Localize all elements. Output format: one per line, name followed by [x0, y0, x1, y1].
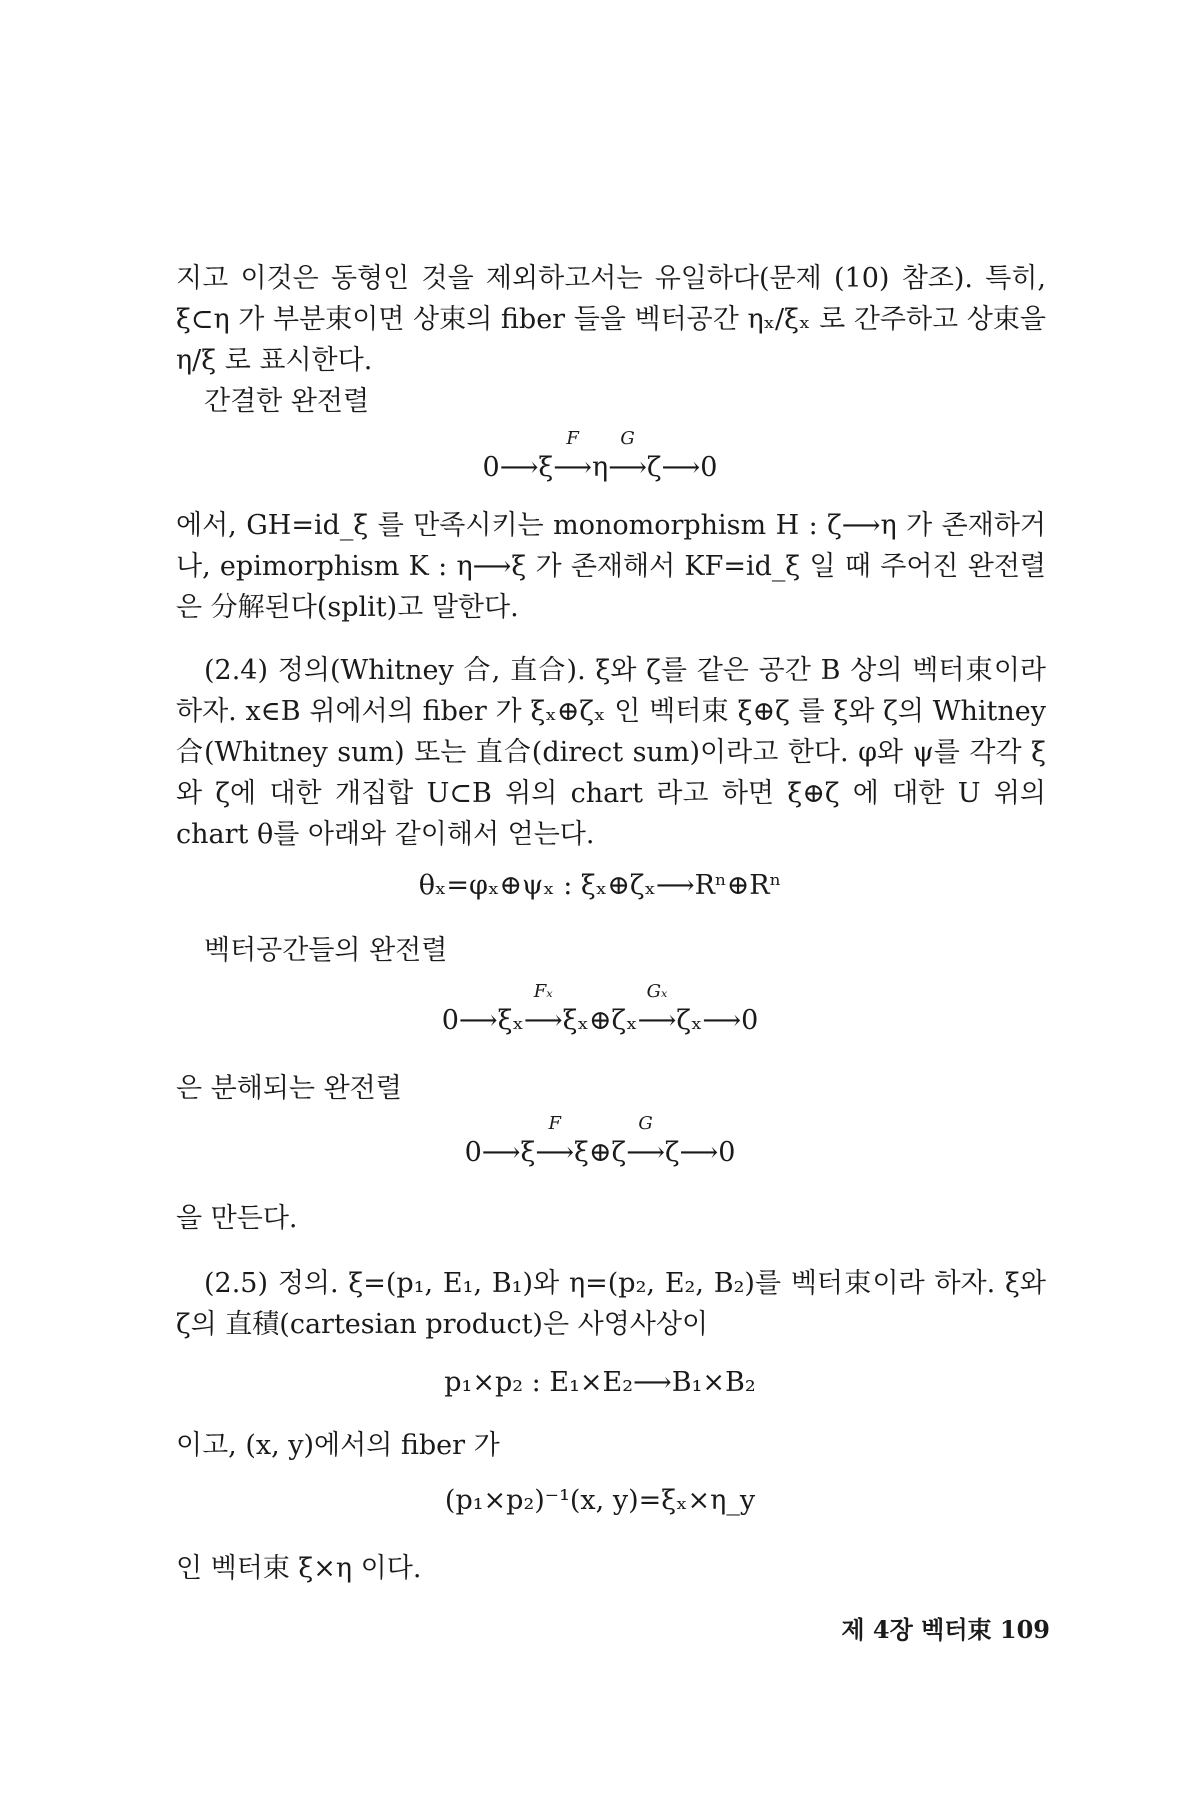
formula-exact-sequence	[0, 428, 1200, 483]
formula-chart-theta: θₓ=φₓ⊕ψₓ : ξₓ⊕ζₓ⟶Rⁿ⊕Rⁿ	[418, 870, 782, 901]
split-seq-mid: ξ⊕ζ	[574, 1137, 627, 1168]
map-label-gx: Gₓ	[646, 981, 668, 1002]
split-seq-left: 0⟶ξ	[464, 1137, 536, 1168]
formula-split-sequence	[0, 1113, 1200, 1168]
seq-arrow-2: ⟶	[608, 452, 647, 483]
split-seq-arrow-2: ⟶	[626, 1137, 665, 1168]
paragraph-4: (2.4) 정의(Whitney 合, 直合). ξ와 ζ를 같은 공간 B 상의 벡터束이라 하자. x∈B 위에서의 fiber 가 ξₓ⊕ζₓ 인 벡터束 ξ⊕ζ 를 ξ와 ζ의 Whitney 合(Whitney sum) 또는 直合(direct sum)이라고 한다. φ와 ψ를 각각 ξ와 ζ에 대한 개집합 U⊂B 위의 chart 라고 하면 ξ⊕ζ 에 대한 U 위의 chart θ를 아래와 같이해서 얻는다.	[176, 655, 1046, 850]
formula-product-projection: p₁×p₂ : E₁×E₂⟶B₁×B₂	[444, 1367, 756, 1398]
paragraph-9: 이고, (x, y)에서의 fiber 가	[176, 1430, 500, 1461]
paragraph-8: (2.5) 정의. ξ=(p₁, E₁, B₁)와 η=(p₂, E₂, B₂)를 벡터束이라 하자. ξ와 ζ의 直積(cartesian product)은 사영사상이	[176, 1268, 1046, 1340]
page-footer: 제 4장 벡터束 109	[841, 1615, 1050, 1644]
split-seq-right: ζ⟶0	[664, 1137, 736, 1168]
map-label-g: G	[620, 428, 635, 449]
fiber-seq-right: ζₓ⟶0	[676, 1005, 759, 1036]
map-label-f-split: F	[548, 1113, 561, 1134]
fiber-seq-left: 0⟶ξₓ	[441, 1005, 524, 1036]
map-label-g-split: G	[638, 1113, 653, 1134]
formula-fiber-sequence	[0, 981, 1200, 1036]
paragraph-2: 간결한 완전렬	[204, 386, 370, 417]
map-label-f: F	[566, 428, 579, 449]
paragraph-10: 인 벡터束 ξ×η 이다.	[176, 1553, 422, 1584]
seq-arrow-1: ⟶	[553, 452, 593, 483]
seq-mid: η	[592, 452, 609, 483]
paragraph-7: 을 만든다.	[176, 1203, 298, 1234]
paragraph-1: 지고 이것은 동형인 것을 제외하고서는 유일하다(문제 (10) 참조). 특히, ξ⊂η 가 부분束이면 상束의 fiber 들을 벡터공간 ηₓ/ξₓ 로 간주하고 상束을 η/ξ 로 표시한다.	[176, 263, 1046, 376]
formula-product-fiber: (p₁×p₂)⁻¹(x, y)=ξₓ×η_y	[444, 1485, 756, 1516]
paragraph-5: 벡터공간들의 완전렬	[204, 935, 448, 966]
fiber-seq-arrow-2: ⟶	[637, 1005, 677, 1036]
fiber-seq-mid: ξₓ⊕ζₓ	[562, 1005, 638, 1036]
paragraph-6: 은 분해되는 완전렬	[176, 1073, 402, 1104]
map-label-fx: Fₓ	[533, 981, 553, 1002]
fiber-seq-arrow-1: ⟶	[523, 1005, 563, 1036]
paragraph-3: 에서, GH=id_ξ 를 만족시키는 monomorphism H : ζ⟶η 가 존재하거나, epimorphism K : η⟶ξ 가 존재해서 KF=id_ξ 일 때 주어진 완전렬은 分解된다(split)고 말한다.	[176, 510, 1046, 623]
split-seq-arrow-1: ⟶	[535, 1137, 575, 1168]
seq-right: ζ⟶0	[646, 452, 718, 483]
seq-left: 0⟶ξ	[482, 452, 554, 483]
